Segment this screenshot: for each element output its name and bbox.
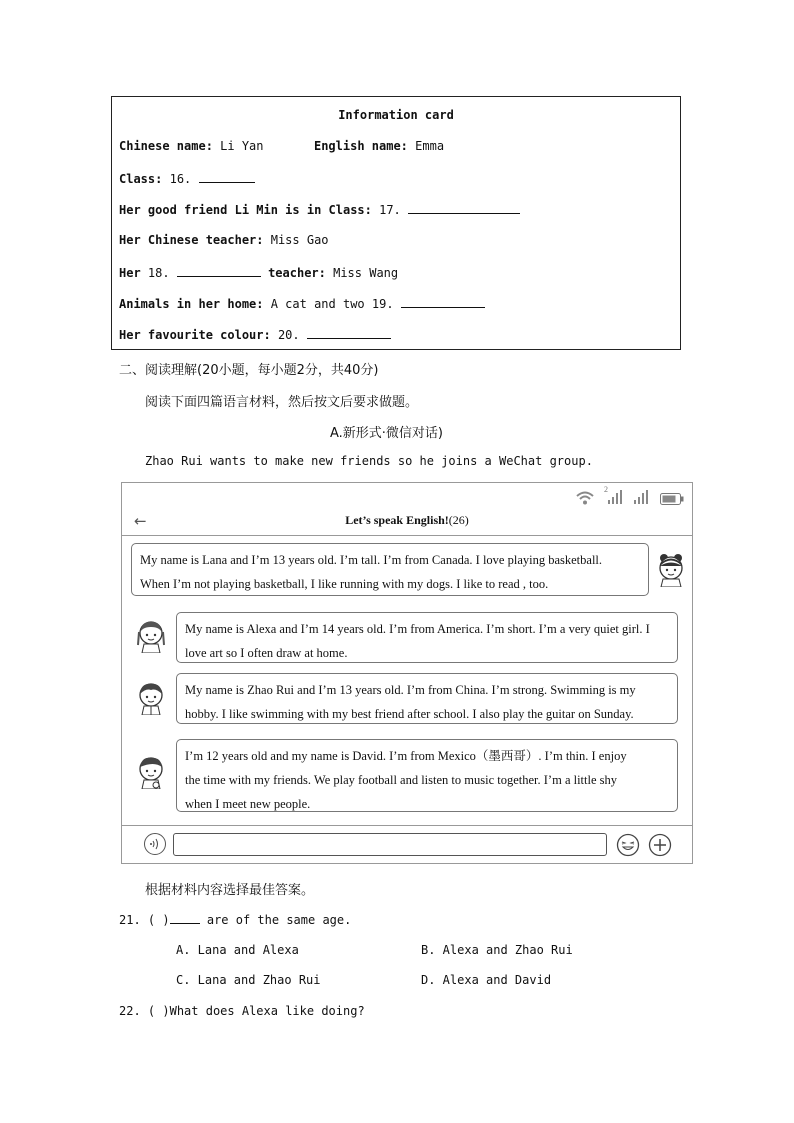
question-text: are of the same age. (206, 913, 352, 927)
question-22 (119, 1004, 365, 1018)
battery-icon (660, 493, 684, 505)
message-line: When I’m not playing basketball, I like running with my dogs. I like to read , too. (140, 577, 549, 591)
message-bubble-david (176, 739, 678, 812)
zhao-rui-avatar-icon (136, 681, 166, 715)
passage-intro: Zhao Rui wants to make new friends so he joins a WeChat group. (145, 454, 593, 468)
part-a-heading: A.新形式·微信对话) (330, 426, 444, 441)
chat-title-text: Let’s speak English! (345, 513, 449, 527)
chinese-teacher-row (119, 233, 329, 247)
question-number: 22. (119, 1004, 141, 1018)
friend-label: Her good friend Li Min is in Class: (119, 203, 372, 217)
blank-17[interactable] (408, 201, 520, 214)
emoji-icon[interactable] (616, 833, 640, 857)
section-heading: 二、阅读理解(20小题，每小题2分，共40分) (119, 363, 379, 378)
answer-paren[interactable]: ( ) (147, 1004, 170, 1018)
animals-row (119, 295, 485, 311)
teacher-value: Miss Wang (333, 266, 399, 280)
message-line: My name is Lana and I’m 13 years old. I’m tall. I’m from Canada. I love playing basketball. (140, 553, 603, 567)
option-b[interactable]: B. Alexa and Zhao Rui (421, 943, 573, 957)
class-number: 16. (169, 172, 192, 186)
plus-icon[interactable] (648, 833, 672, 857)
signal-label: 2 (604, 485, 608, 494)
colour-number: 20. (277, 328, 300, 342)
english-name-value: Emma (415, 139, 445, 153)
chinese-name-label: Chinese name: (119, 139, 213, 153)
blank-20[interactable] (307, 326, 391, 339)
class-label: Class: (119, 172, 163, 186)
message-bubble-lana (131, 543, 649, 596)
signal-icon-2 (632, 489, 650, 505)
question-number: 21. (119, 913, 141, 927)
blank-18[interactable] (177, 264, 261, 277)
message-line: hobby. I like swimming with my best friend after school. I also play the guitar on Sunday. (185, 707, 634, 721)
chinese-teacher-value: Miss Gao (270, 233, 329, 247)
chat-title (122, 513, 692, 528)
member-count: (26) (448, 513, 469, 527)
questions-instruction: 根据材料内容选择最佳答案。 (145, 883, 315, 898)
blank-21[interactable] (170, 911, 200, 924)
card-title: Information card (338, 108, 454, 122)
teacher-label: teacher: (268, 266, 326, 280)
david-avatar-icon (136, 755, 166, 789)
name-row (119, 139, 444, 153)
wechat-panel (121, 482, 693, 864)
chinese-teacher-label: Her Chinese teacher: (119, 233, 264, 247)
status-bar (576, 485, 684, 505)
message-bubble-zhao-rui (176, 673, 678, 724)
message-line: the time with my friends. We play football and listen to music together. I’m a little shy (185, 773, 618, 787)
voice-icon[interactable] (144, 833, 166, 855)
message-input[interactable] (173, 833, 607, 856)
class-row (119, 170, 255, 186)
colour-row (119, 326, 391, 342)
colour-label: Her favourite colour: (119, 328, 271, 342)
english-name-label: English name: (313, 139, 408, 153)
answer-paren[interactable]: ( ) (147, 913, 170, 927)
question-21 (119, 911, 351, 927)
friend-number: 17. (379, 203, 401, 217)
message-bubble-alexa (176, 612, 678, 663)
blank-19[interactable] (401, 295, 485, 308)
animals-value: A cat and two 19. (270, 297, 394, 311)
blank-16[interactable] (199, 170, 255, 183)
wifi-icon (576, 491, 594, 505)
question-text: What does Alexa like doing? (169, 1004, 365, 1018)
chat-header (122, 509, 692, 536)
option-a[interactable]: A. Lana and Alexa (176, 943, 299, 957)
section-instruction: 阅读下面四篇语言材料，然后按文后要求做题。 (145, 395, 419, 410)
information-card (111, 96, 681, 350)
message-line: love art so I often draw at home. (185, 646, 348, 660)
lana-avatar-icon (656, 553, 686, 587)
message-line: when I meet new people. (185, 797, 311, 811)
back-arrow-icon[interactable]: ← (134, 512, 147, 530)
animals-label: Animals in her home: (119, 297, 264, 311)
her-label: Her (119, 266, 141, 280)
chat-input-bar (122, 825, 692, 863)
message-line: My name is Zhao Rui and I’m 13 years old. I’m from China. I’m strong. Swimming is my (185, 683, 636, 697)
alexa-avatar-icon (136, 619, 166, 653)
message-line: I’m 12 years old and my name is David. I’m from Mexico（墨西哥）. I’m thin. I enjoy (185, 749, 627, 763)
option-c[interactable]: C. Lana and Zhao Rui (176, 973, 321, 987)
teacher-number: 18. (147, 266, 170, 280)
message-line: My name is Alexa and I’m 14 years old. I’m from America. I’m short. I’m a very quiet girl. I (185, 622, 650, 636)
friend-row (119, 201, 520, 217)
signal-icon (604, 485, 622, 505)
teacher-row (119, 264, 398, 280)
chinese-name-value: Li Yan (220, 139, 264, 153)
option-d[interactable]: D. Alexa and David (421, 973, 552, 987)
